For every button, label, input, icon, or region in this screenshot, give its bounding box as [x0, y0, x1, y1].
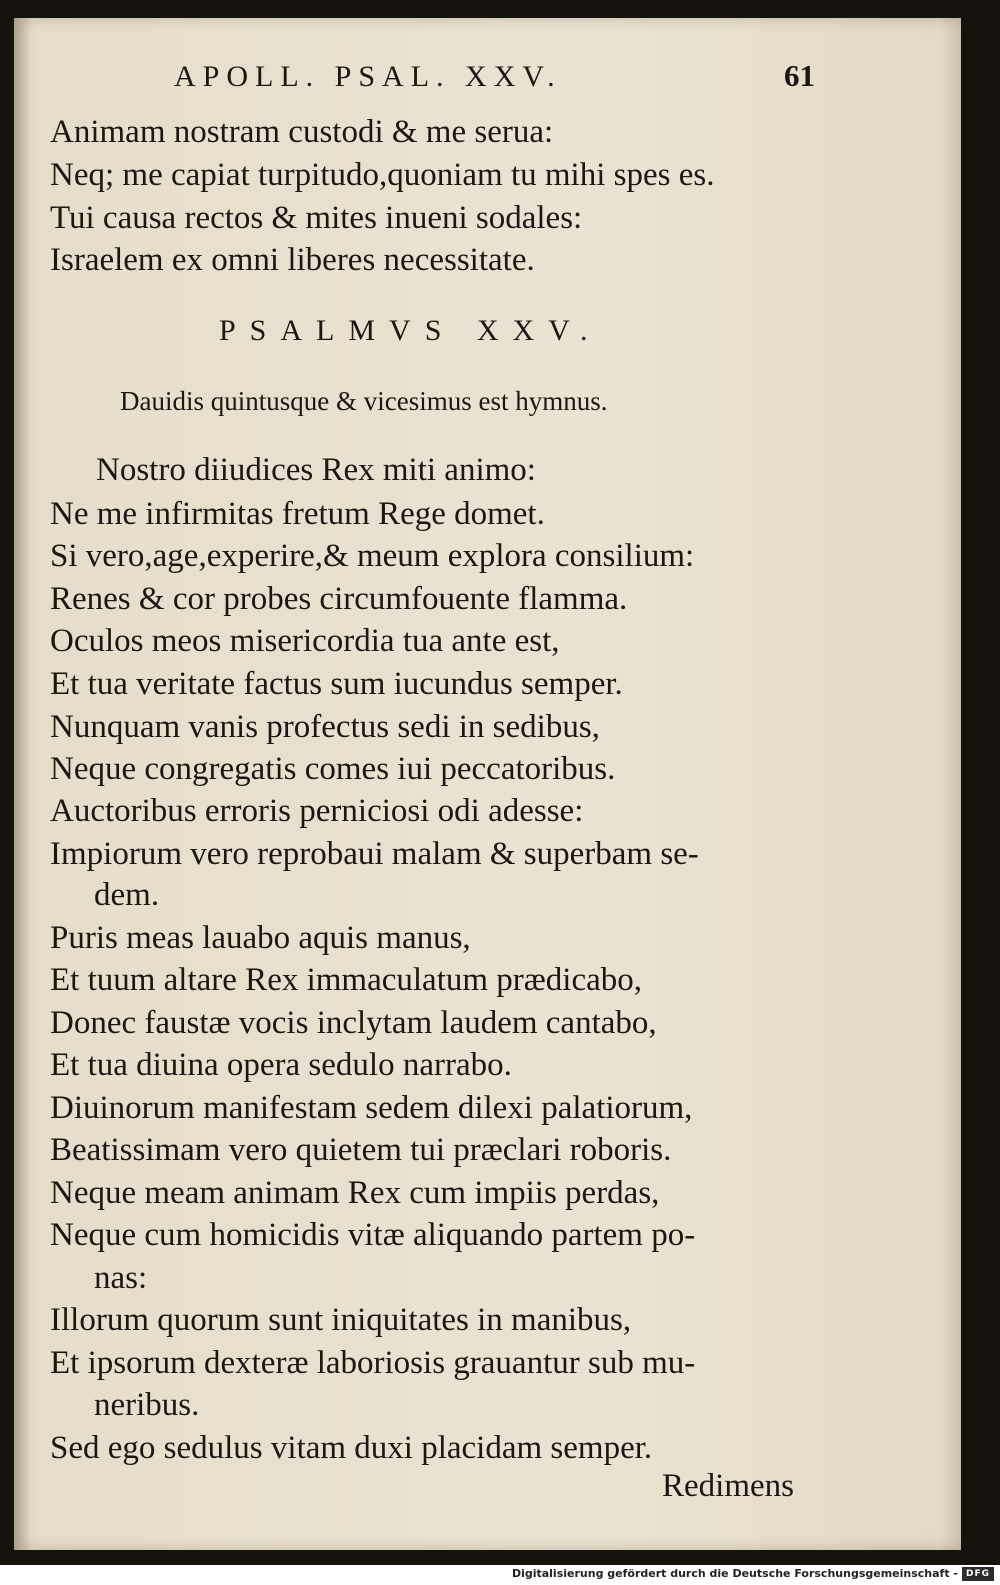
verse-line: Israelem ex omni liberes necessitate. — [50, 242, 535, 278]
verse-line-continuation: neribus. — [94, 1387, 200, 1423]
verse-line: Et ipsorum dexteræ laboriosis grauantur sub mu- — [50, 1345, 696, 1381]
verse-line: Neque cum homicidis vitæ aliquando partem po- — [50, 1217, 696, 1253]
verse-line: Et tua diuina opera sedulo narrabo. — [50, 1047, 512, 1083]
verse-line: Diuinorum manifestam sedem dilexi palatiorum, — [50, 1090, 693, 1126]
verse-line: Beatissimam vero quietem tui præclari roboris. — [50, 1132, 672, 1168]
page-number: 61 — [784, 58, 815, 93]
verse-line: Ne me infirmitas fretum Rege domet. — [50, 496, 545, 532]
verse-line: Nunquam vanis profectus sedi in sedibus, — [50, 709, 600, 745]
verse-line: Oculos meos misericordia tua ante est, — [50, 623, 560, 659]
verse-line: Auctoribus erroris perniciosi odi adesse: — [50, 793, 584, 829]
verse-line: Tui causa rectos & mites inueni sodales: — [50, 200, 583, 236]
running-head: APOLL. PSAL. XXV. — [174, 60, 562, 93]
verse-line: Puris meas lauabo aquis manus, — [50, 920, 471, 956]
book-page — [14, 18, 961, 1550]
dfg-logo-icon: DFG — [962, 1567, 994, 1581]
verse-line: Neque congregatis comes iui peccatoribus. — [50, 751, 616, 787]
psalm-heading: PSALMVS XXV. — [219, 314, 602, 347]
verse-line: Et tuum altare Rex immaculatum prædicabo, — [50, 962, 643, 998]
verse-line: Impiorum vero reprobaui malam & superbam se- — [50, 836, 699, 872]
verse-line: Renes & cor probes circumfouente flamma. — [50, 581, 628, 617]
verse-line: Donec faustæ vocis inclytam laudem cantabo, — [50, 1005, 657, 1041]
verse-line: Animam nostram custodi & me serua: — [50, 114, 554, 150]
verse-line: Si vero,age,experire,& meum explora consilium: — [50, 538, 695, 574]
verse-line: Neque meam animam Rex cum impiis perdas, — [50, 1175, 660, 1211]
catchword: Redimens — [662, 1468, 794, 1504]
funding-credit: Digitalisierung gefördert durch die Deutsche Forschungsgemeinschaft - — [511, 1567, 958, 1580]
digitization-footer — [0, 1565, 1000, 1585]
verse-line: Nostro diiudices Rex miti animo: — [96, 452, 536, 488]
verse-line-continuation: nas: — [94, 1260, 148, 1296]
psalm-subheading: Dauidis quintusque & vicesimus est hymnus. — [120, 386, 608, 416]
verse-line: Sed ego sedulus vitam duxi placidam semper. — [50, 1430, 653, 1466]
verse-line: Neq; me capiat turpitudo,quoniam tu mihi spes es. — [50, 157, 715, 193]
verse-line: Illorum quorum sunt iniquitates in manibus, — [50, 1302, 632, 1338]
verse-line-continuation: dem. — [94, 877, 160, 913]
verse-line: Et tua veritate factus sum iucundus semper. — [50, 666, 623, 702]
